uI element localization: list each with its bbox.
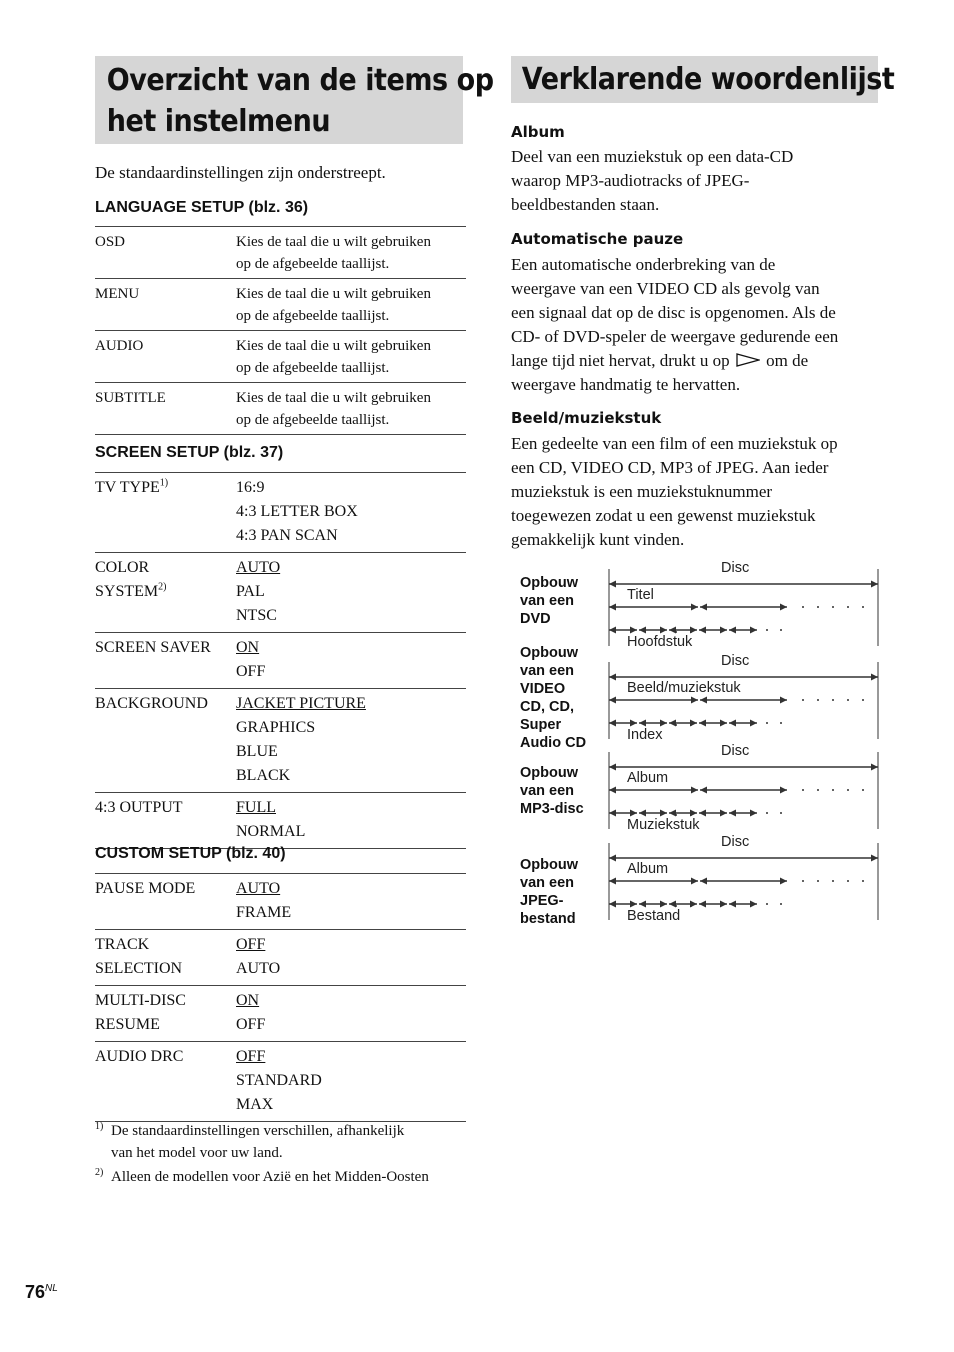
diagram-structure-label: Opbouw <box>520 575 578 591</box>
arrow-head <box>660 810 667 817</box>
setting-key: TRACK SELECTION <box>95 936 183 977</box>
glossary-term-beeld: Beeld/muziekstuk <box>511 409 662 427</box>
arrow-head <box>639 810 646 817</box>
arrow-head <box>609 787 616 794</box>
diagram-top-label: Disc <box>721 743 750 759</box>
glossary-title-box <box>511 56 895 103</box>
arrow-head <box>729 810 736 817</box>
diagram-structure-label: bestand <box>520 911 576 927</box>
setting-key: 4:3 OUTPUT <box>95 799 183 816</box>
arrow-head <box>871 764 878 771</box>
arrow-head <box>609 581 616 588</box>
setting-value: Kies de taal die u wilt gebruiken op de afgebeelde taallijst. <box>236 390 431 428</box>
diagram-structure-label: Opbouw <box>520 857 578 873</box>
diagram-structure-label: Opbouw <box>520 645 578 661</box>
arrow-head <box>700 787 707 794</box>
diagram-structure-label: VIDEO <box>520 681 566 697</box>
ellipsis-dot <box>832 606 834 608</box>
setup-overview-title-box <box>95 56 494 144</box>
arrow-head <box>700 604 707 611</box>
ellipsis-dot <box>817 789 819 791</box>
arrow-head <box>669 810 676 817</box>
diagram-structure-label: van een <box>520 783 574 799</box>
setting-values: AUTO FRAME <box>236 880 292 921</box>
ellipsis-dot <box>780 903 782 905</box>
arrow-head <box>609 674 616 681</box>
ellipsis-dot <box>847 606 849 608</box>
diagram-structure-label: van een <box>520 875 574 891</box>
ellipsis-dot <box>675 905 677 907</box>
arrow-head <box>609 810 616 817</box>
ellipsis-dot <box>766 903 768 905</box>
ellipsis-dot <box>862 699 864 701</box>
ellipsis-dot <box>802 699 804 701</box>
diagram-mid-label: Album <box>627 861 669 877</box>
setting-values: ON OFF <box>236 639 266 680</box>
play-icon <box>736 353 760 367</box>
ellipsis-dot <box>802 880 804 882</box>
ellipsis-dot <box>847 699 849 701</box>
default-value: OFF <box>236 1048 266 1065</box>
arrow-head <box>780 878 787 885</box>
page-number: $76^{NL}$ <box>25 1282 58 1302</box>
ellipsis-dot <box>832 699 834 701</box>
ellipsis-dot <box>766 722 768 724</box>
page-title-left: Overzicht van de items op het instelmenu <box>106 63 494 139</box>
glossary-term-album: Album <box>511 123 565 141</box>
table-row <box>95 553 466 633</box>
default-value: AUTO <box>236 880 281 897</box>
glossary-def-album: Deel van een muziekstuk op een data-CD waarop MP3-audiotracks of JPEG- beeldbestanden staan. <box>511 147 794 214</box>
diagram-bottom-label: Hoofdstuk <box>627 634 693 650</box>
ellipsis-dot <box>780 722 782 724</box>
table-row <box>95 633 466 689</box>
table-row <box>95 331 466 383</box>
arrow-head <box>609 604 616 611</box>
ellipsis-dot <box>780 812 782 814</box>
default-value: JACKET PICTURE <box>236 695 366 712</box>
table-row <box>95 930 466 986</box>
setting-key: SCREEN SAVER <box>95 639 211 656</box>
diagram-mid-label: Album <box>627 770 669 786</box>
language-setup-table <box>95 226 466 435</box>
arrow-head <box>699 627 706 634</box>
ellipsis-dot <box>847 789 849 791</box>
setting-key: PAUSE MODE <box>95 880 196 897</box>
arrow-head <box>630 720 637 727</box>
arrow-head <box>780 787 787 794</box>
diagram-structure-label: Audio CD <box>520 735 587 751</box>
ellipsis-dot <box>780 629 782 631</box>
ellipsis-dot <box>675 724 677 726</box>
diagram-structure-label: DVD <box>520 611 551 627</box>
ellipsis-dot <box>675 814 677 816</box>
table-row <box>95 793 466 849</box>
diagram-top-label: Disc <box>721 560 750 576</box>
setting-key: MULTI-DISC RESUME <box>95 992 186 1033</box>
setting-key: BACKGROUND <box>95 695 208 712</box>
custom-setup-table <box>95 873 466 1122</box>
arrow-head <box>639 627 646 634</box>
ellipsis-dot <box>802 789 804 791</box>
default-value: ON <box>236 992 260 1009</box>
diagram-structure-label: CD, CD, <box>520 699 574 715</box>
diagram-structure-label: van een <box>520 593 574 609</box>
arrow-head <box>699 810 706 817</box>
diagram-mid-label: Titel <box>627 587 654 603</box>
setting-values: AUTO PAL NTSC <box>236 559 281 624</box>
arrow-head <box>720 720 727 727</box>
ellipsis-dot <box>766 812 768 814</box>
ellipsis-dot <box>690 814 692 816</box>
setting-values: ON OFF <box>236 992 266 1033</box>
arrow-head <box>630 901 637 908</box>
setting-value: Kies de taal die u wilt gebruiken op de afgebeelde taallijst. <box>236 234 431 272</box>
diagram-bottom-label: Index <box>627 727 663 743</box>
table-row <box>95 689 466 793</box>
footnote-1: 1) De standaardinstellingen verschillen, afhankelijk van het model voor uw land. <box>95 1120 466 1164</box>
setting-key: SUBTITLE <box>95 390 166 406</box>
arrow-head <box>660 901 667 908</box>
table-row <box>95 1042 466 1122</box>
arrow-head <box>729 720 736 727</box>
glossary-def-auto-pause: Een automatische onderbreking van de weergave van een VIDEO CD als gevolg van een signaal dat op de disc is opgenomen. Als de CD- of DVD-speler de weergave gedurende een lange tijd niet hervat, drukt u op om de weergave handmatig te hervatten. <box>511 255 839 394</box>
ellipsis-dot <box>690 724 692 726</box>
screen-setup-heading: SCREEN SETUP (blz. 37) <box>95 444 284 461</box>
ellipsis-dot <box>832 789 834 791</box>
diagram-structure-label: Opbouw <box>520 765 578 781</box>
ellipsis-dot <box>862 606 864 608</box>
table-row <box>95 279 466 331</box>
arrow-head <box>669 901 676 908</box>
arrow-head <box>699 720 706 727</box>
ellipsis-dot <box>862 789 864 791</box>
arrow-head <box>630 810 637 817</box>
arrow-head <box>660 627 667 634</box>
table-row <box>95 227 466 279</box>
ellipsis-dot <box>847 880 849 882</box>
setting-key: MENU <box>95 286 140 302</box>
ellipsis-dot <box>675 631 677 633</box>
page-title-right: Verklarende woordenlijst <box>521 62 895 97</box>
ellipsis-dot <box>766 629 768 631</box>
ellipsis-dot <box>690 905 692 907</box>
footnote-marker: 1) <box>95 1121 104 1132</box>
arrow-head <box>660 720 667 727</box>
arrow-head <box>700 697 707 704</box>
arrow-head <box>871 855 878 862</box>
arrow-head <box>669 720 676 727</box>
arrow-head <box>729 627 736 634</box>
setting-key: OSD <box>95 234 126 250</box>
arrow-head <box>639 901 646 908</box>
ellipsis-dot <box>832 880 834 882</box>
arrow-head <box>639 720 646 727</box>
arrow-head <box>750 720 757 727</box>
diagram-bottom-label: Bestand <box>627 908 681 924</box>
table-row <box>95 383 466 435</box>
setting-key: TV TYPE$^{1)}$ <box>95 477 169 496</box>
ellipsis-dot <box>802 606 804 608</box>
footnote-marker: 2) <box>95 1167 104 1178</box>
ellipsis-dot <box>690 631 692 633</box>
arrow-head <box>750 810 757 817</box>
arrow-head <box>691 878 698 885</box>
diagram-structure-label: Super <box>520 717 562 733</box>
arrow-head <box>609 901 616 908</box>
default-value: AUTO <box>236 559 281 576</box>
setting-values: JACKET PICTURE GRAPHICS BLUE BLACK <box>236 695 366 784</box>
setting-key: AUDIO DRC <box>95 1048 184 1065</box>
arrow-head <box>720 627 727 634</box>
setting-value: Kies de taal die u wilt gebruiken op de afgebeelde taallijst. <box>236 338 431 376</box>
diagram-structure-label: MP3-disc <box>520 801 584 817</box>
arrow-head <box>750 901 757 908</box>
screen-setup-table <box>95 472 466 849</box>
intro-text: De standaardinstellingen zijn onderstreept. <box>95 163 386 182</box>
table-row <box>95 986 466 1042</box>
disc-structure-diagrams <box>511 555 891 945</box>
arrow-head <box>691 604 698 611</box>
setting-value: Kies de taal die u wilt gebruiken op de afgebeelde taallijst. <box>236 286 431 324</box>
arrow-head <box>700 878 707 885</box>
glossary-def-beeld: Een gedeelte van een film of een muziekstuk op een CD, VIDEO CD, MP3 of JPEG. Aan ieder muziekstuk is een muziekstuknummer toegewezen zodat u een gewenst muziekstuk gemakkelijk kunt vinden. <box>511 434 838 549</box>
arrow-head <box>609 878 616 885</box>
setting-values: OFF AUTO <box>236 936 281 977</box>
diagram-top-label: Disc <box>721 653 750 669</box>
arrow-head <box>729 901 736 908</box>
arrow-head <box>609 627 616 634</box>
table-row <box>95 473 466 553</box>
diagram-structure-label: JPEG- <box>520 893 564 909</box>
diagram-mid-label: Beeld/muziekstuk <box>627 680 741 696</box>
glossary-term-auto-pause: Automatische pauze <box>511 230 684 248</box>
setting-values: 16:9 4:3 LETTER BOX 4:3 PAN SCAN <box>236 479 358 544</box>
arrow-head <box>609 764 616 771</box>
diagram-bottom-label: Muziekstuk <box>627 817 700 833</box>
arrow-head <box>669 627 676 634</box>
language-setup-heading: LANGUAGE SETUP (blz. 36) <box>95 199 309 216</box>
setting-key: COLOR SYSTEM$^{2)}$ <box>95 559 167 600</box>
table-row <box>95 874 466 930</box>
arrow-head <box>609 697 616 704</box>
arrow-head <box>871 581 878 588</box>
arrow-head <box>871 674 878 681</box>
arrow-head <box>720 810 727 817</box>
ellipsis-dot <box>817 699 819 701</box>
custom-setup-heading: CUSTOM SETUP (blz. 40) <box>95 845 286 862</box>
ellipsis-dot <box>862 880 864 882</box>
arrow-head <box>609 720 616 727</box>
arrow-head <box>691 787 698 794</box>
diagram-structure-label: van een <box>520 663 574 679</box>
default-value: OFF <box>236 936 266 953</box>
arrow-head <box>691 697 698 704</box>
ellipsis-dot <box>817 880 819 882</box>
arrow-head <box>699 901 706 908</box>
arrow-head <box>609 855 616 862</box>
default-value: ON <box>236 639 260 656</box>
footnote-2: 2) Alleen de modellen voor Azië en het Midden-Oosten <box>95 1166 475 1188</box>
setting-key: AUDIO <box>95 338 144 354</box>
ellipsis-dot <box>817 606 819 608</box>
setting-values: FULL NORMAL <box>236 799 306 840</box>
arrow-head <box>780 697 787 704</box>
arrow-head <box>750 627 757 634</box>
arrow-head <box>720 901 727 908</box>
default-value: FULL <box>236 799 276 816</box>
diagram-top-label: Disc <box>721 834 750 850</box>
setting-values: OFF STANDARD MAX <box>236 1048 322 1113</box>
arrow-head <box>780 604 787 611</box>
arrow-head <box>630 627 637 634</box>
